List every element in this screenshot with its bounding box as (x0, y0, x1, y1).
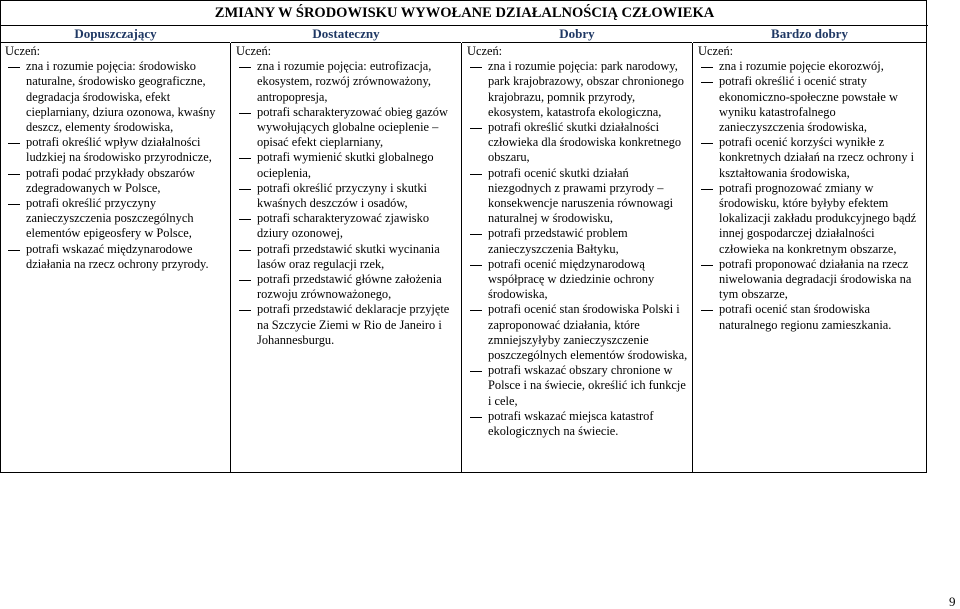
column-divider (461, 43, 462, 472)
column-label: Uczeń: (236, 44, 272, 58)
criterion-item: zna i rozumie pojęcia: środowisko naturalne, środowisko geograficzne, degradacja środowiska, efekt cieplarniany, dziura ozonowa, kwaśny deszcz, elementy środowiska, (5, 59, 223, 135)
table-title: ZMIANY W ŚRODOWISKU WYWOŁANE DZIAŁALNOŚCIĄ CZŁOWIEKA (1, 1, 928, 26)
criterion-item: potrafi ocenić stan środowiska naturalnego regionu zamieszkania. (698, 302, 922, 332)
criterion-item: potrafi wymienić skutki globalnego ocieplenia, (236, 150, 456, 180)
criterion-item: potrafi ocenić międzynarodową współpracę w dziedzinie ochrony środowiska, (467, 257, 689, 303)
criterion-item: potrafi proponować działania na rzecz niwelowania degradacji środowiska na tym obszarze, (698, 257, 922, 303)
column-label: Uczeń: (5, 44, 41, 58)
criterion-item: potrafi określić skutki działalności człowieka dla środowiska konkretnego obszaru, (467, 120, 689, 166)
criterion-item: zna i rozumie pojęcie ekorozwój, (698, 59, 922, 74)
header-dopuszczajacy: Dopuszczający (1, 25, 230, 43)
column-dostateczny (236, 44, 456, 348)
column-dobry (467, 44, 689, 439)
criterion-item: potrafi wskazać miejsca katastrof ekologicznych na świecie. (467, 409, 689, 439)
column-divider (692, 43, 693, 472)
criterion-item: zna i rozumie pojęcia: park narodowy, park krajobrazowy, obszar chronionego krajobrazu, pomnik przyrody, ekosystem, katastrofa ekologiczna, (467, 59, 689, 120)
column-bardzo-dobry (698, 44, 922, 333)
criterion-item: potrafi prognozować zmiany w środowisku, które byłyby efektem lokalizacji zakładu produkcyjnego bądź innej gospodarczej działalności człowieka na konkretnym obszarze, (698, 181, 922, 257)
criterion-item: zna i rozumie pojęcia: eutrofizacja, ekosystem, rozwój zrównoważony, antropopresja, (236, 59, 456, 105)
criterion-item: potrafi określić i ocenić straty ekonomiczno-społeczne powstałe w wyniku katastrofalnego zanieczyszczenia środowiska, (698, 74, 922, 135)
criterion-item: potrafi określić wpływ działalności ludzkiej na środowisko przyrodnicze, (5, 135, 223, 165)
column-label: Uczeń: (467, 44, 503, 58)
header-bardzo-dobry: Bardzo dobry (693, 25, 926, 43)
criterion-item: potrafi przedstawić deklaracje przyjęte na Szczycie Ziemi w Rio de Janeiro i Johannesburgu. (236, 302, 456, 348)
criterion-item: potrafi scharakteryzować obieg gazów wywołujących globalne ocieplenie – opisać efekt cieplarniany, (236, 105, 456, 151)
criterion-item: potrafi ocenić korzyści wynikłe z konkretnych działań na rzecz ochrony i kształtowania środowiska, (698, 135, 922, 181)
criterion-item: potrafi przedstawić skutki wycinania lasów oraz regulacji rzek, (236, 242, 456, 272)
column-dopuszczajacy (5, 44, 223, 272)
header-dostateczny: Dostateczny (231, 25, 461, 43)
criterion-item: potrafi ocenić skutki działań niezgodnych z prawami przyrody – konsekwencje naruszenia równowagi naturalnej w środowisku, (467, 166, 689, 227)
column-divider (230, 43, 231, 472)
page-number: 9 (949, 594, 956, 609)
criterion-item: potrafi scharakteryzować zjawisko dziury ozonowej, (236, 211, 456, 241)
criterion-item: potrafi wskazać międzynarodowe działania na rzecz ochrony przyrody. (5, 242, 223, 272)
criterion-item: potrafi przedstawić problem zanieczyszczenia Bałtyku, (467, 226, 689, 256)
criterion-item: potrafi ocenić stan środowiska Polski i zaproponować działania, które zmniejszyłyby zanieczyszczenie poszczególnych elementów środowiska, (467, 302, 689, 363)
column-label: Uczeń: (698, 44, 734, 58)
criterion-item: potrafi wskazać obszary chronione w Polsce i na świecie, określić ich funkcje i cele, (467, 363, 689, 409)
criterion-item: potrafi przedstawić główne założenia rozwoju zrównoważonego, (236, 272, 456, 302)
criterion-item: potrafi podać przykłady obszarów zdegradowanych w Polsce, (5, 166, 223, 196)
header-dobry: Dobry (462, 25, 692, 43)
criterion-item: potrafi określić przyczyny i skutki kwaśnych deszczów i osadów, (236, 181, 456, 211)
criterion-item: potrafi określić przyczyny zanieczyszczenia poszczególnych elementów epigeosfery w Polsce, (5, 196, 223, 242)
